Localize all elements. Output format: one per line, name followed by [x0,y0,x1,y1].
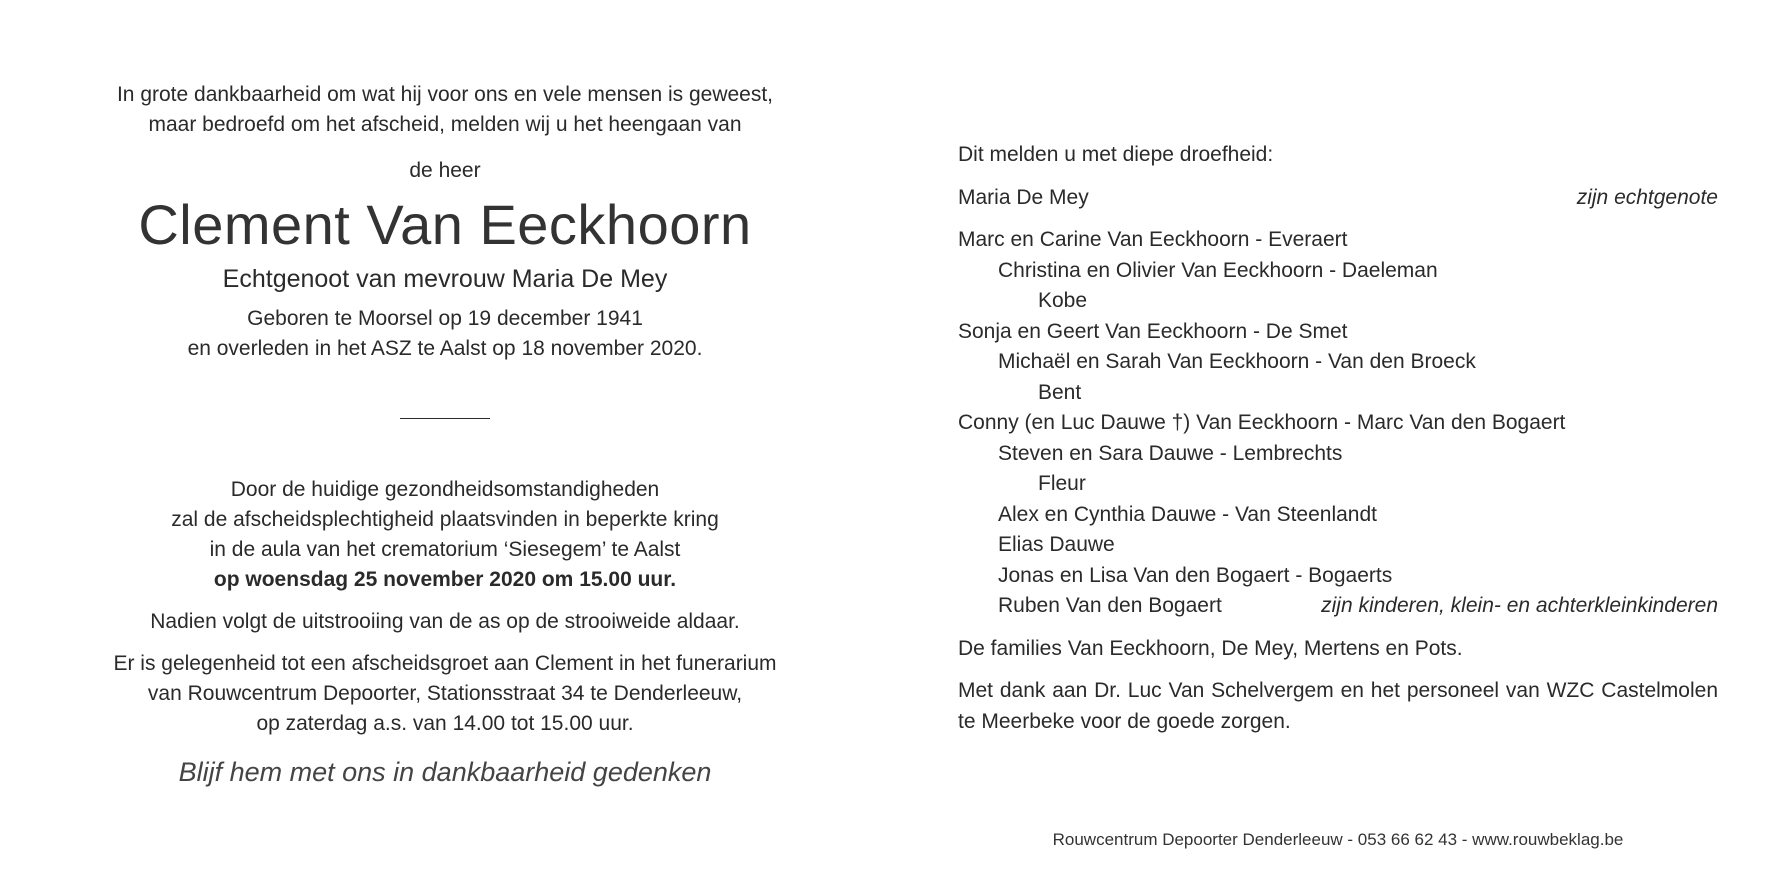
family-member: Marc en Carine Van Eeckhoorn - Everaert [958,228,1348,251]
family-list [958,225,1718,622]
family-member: Elias Dauwe [998,533,1115,556]
title-prefix: de heer [409,159,481,182]
spouse-role: zijn echtgenote [1576,185,1718,209]
families-line: De families Van Eeckhoorn, De Mey, Mertens en Pots. [958,636,1463,660]
spouse-row [958,183,1718,214]
spouse-name: Maria De Mey [958,185,1089,209]
farewell-line-3: op zaterdag a.s. van 14.00 tot 15.00 uur. [256,712,634,735]
born-line: Geboren te Moorsel op 19 december 1941 [247,307,643,330]
family-member: Michaël en Sarah Van Eeckhoorn - Van den Broeck [998,350,1476,373]
family-member: Alex en Cynthia Dauwe - Van Steenlandt [998,502,1378,526]
thanks-line: Met dank aan Dr. Luc Van Schelvergem en het personeel van WZC Castelmolen te Meerbeke voor de goede zorgen. [958,679,1718,733]
family-member: Conny (en Luc Dauwe †) Van Eeckhoorn - Marc Van den Bogaert [958,411,1566,434]
spouse-line: Echtgenoot van mevrouw Maria De Mey [222,265,668,293]
deceased-name: Clement Van Eeckhoorn [138,193,752,256]
ceremony-date: op woensdag 25 november 2020 om 15.00 uur. [213,568,677,591]
family-member: Kobe [1038,289,1088,312]
ceremony-line-3: in de aula van het crematorium ‘Siesegem’ te Aalst [209,538,681,561]
family-member: Christina en Olivier Van Eeckhoorn - Daeleman [998,258,1438,282]
announcement-left-column [90,80,800,789]
family-member: Bent [1038,380,1082,404]
family-member: Ruben Van den Bogaert [998,594,1222,617]
announcement-right-column [958,140,1718,737]
died-line: en overleden in het ASZ te Aalst op 18 november 2020. [187,337,703,360]
intro-line-1: In grote dankbaarheid om wat hij voor ons en vele mensen is geweest, [116,83,774,106]
children-role: zijn kinderen, klein- en achterkleinkinderen [1321,594,1718,617]
closing-line: Blijf hem met ons in dankbaarheid gedenken [178,757,712,787]
farewell-line-1: Er is gelegenheid tot een afscheidsgroet aan Clement in het funerarium [113,652,777,675]
family-member: Fleur [1038,472,1086,495]
ceremony-line-1: Door de huidige gezondheidsomstandigheden [230,478,660,501]
family-member: Jonas en Lisa Van den Bogaert - Bogaerts [998,563,1393,587]
last-family-row [958,591,1718,622]
scattering-line: Nadien volgt de uitstrooiing van de as op de strooiweide aldaar. [150,610,740,633]
funeral-home-footer: Rouwcentrum Depoorter Denderleeuw - 053 66 62 43 - www.rouwbeklag.be [1052,830,1624,849]
mourners-heading: Dit melden u met diepe droefheid: [958,143,1274,166]
intro-line-2: maar bedroefd om het afscheid, melden wij u het heengaan van [148,113,742,136]
family-member: Steven en Sara Dauwe - Lembrechts [998,441,1343,465]
farewell-line-2: van Rouwcentrum Depoorter, Stationsstraat 34 te Denderleeuw, [147,682,743,705]
family-member: Sonja en Geert Van Eeckhoorn - De Smet [958,319,1348,343]
ceremony-line-2: zal de afscheidsplechtigheid plaatsvinden in beperkte kring [171,508,719,531]
divider-line [400,418,490,419]
